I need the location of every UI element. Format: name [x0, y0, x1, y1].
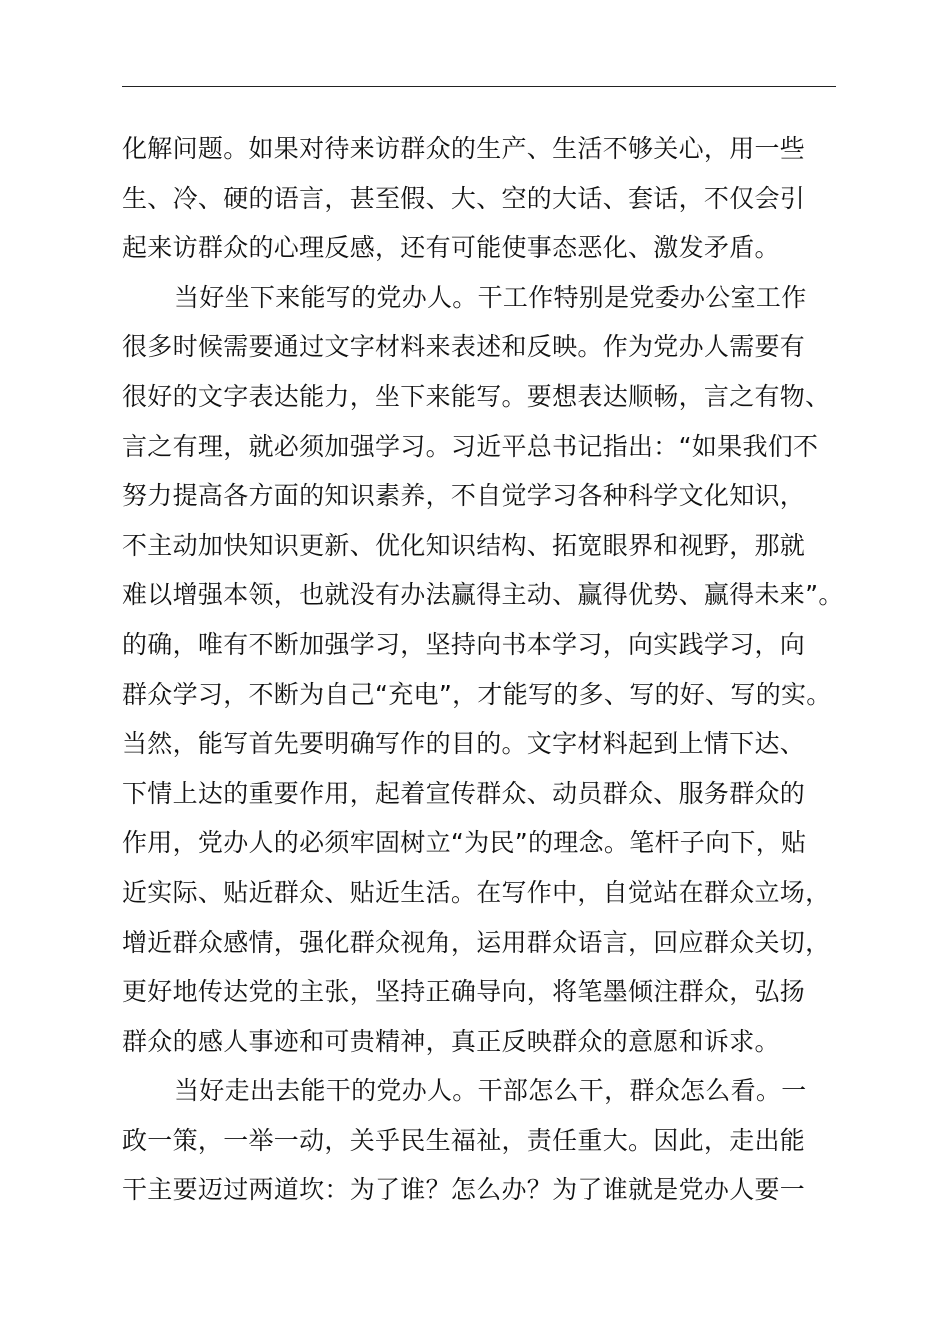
header-rule	[122, 86, 836, 87]
text-line: 作用，党办人的必须牢固树立“为民”的理念。笔杆子向下，贴	[122, 828, 807, 858]
paragraph-start-line: 当好坐下来能写的党办人。干工作特别是党委办公室工作	[174, 282, 807, 312]
text-line: 更好地传达党的主张，坚持正确导向，将笔墨倾注群众，弘扬	[122, 977, 806, 1007]
text-line: 政一策，一举一动，关乎民生福祉，责任重大。因此，走出能	[122, 1125, 806, 1155]
text-line: 努力提高各方面的知识素养，不自觉学习各种科学文化知识，	[122, 481, 806, 511]
text-line: 当然，能写首先要明确写作的目的。文字材料起到上情下达、	[122, 729, 806, 759]
text-line: 很多时候需要通过文字材料来表述和反映。作为党办人需要有	[122, 332, 806, 362]
text-line: 干主要迈过两道坎：为了谁？怎么办？为了谁就是党办人要一	[122, 1175, 806, 1205]
text-line: 群众学习，不断为自己“充电”，才能写的多、写的好、写的实。	[122, 679, 832, 709]
text-line: 近实际、贴近群众、贴近生活。在写作中，自觉站在群众立场，	[122, 877, 831, 907]
paragraph-start-line: 当好走出去能干的党办人。干部怎么干，群众怎么看。一	[174, 1076, 807, 1106]
text-line: 群众的感人事迹和可贵精神，真正反映群众的意愿和诉求。	[122, 1026, 780, 1056]
text-line: 下情上达的重要作用，起着宣传群众、动员群众、服务群众的	[122, 778, 806, 808]
text-line: 化解问题。如果对待来访群众的生产、生活不够关心，用一些	[122, 134, 806, 163]
body-text	[122, 124, 862, 1215]
text-line: 难以增强本领，也就没有办法赢得主动、赢得优势、赢得未来”。	[122, 580, 844, 610]
text-line: 言之有理，就必须加强学习。习近平总书记指出：“如果我们不	[122, 431, 819, 461]
text-line: 不主动加快知识更新、优化知识结构、拓宽眼界和视野，那就	[122, 530, 806, 560]
text-line: 的确，唯有不断加强学习，坚持向书本学习，向实践学习，向	[122, 629, 806, 659]
text-line: 生、冷、硬的语言，甚至假、大、空的大话、套话，不仅会引	[122, 183, 806, 213]
text-line: 增近群众感情，强化群众视角，运用群众语言，回应群众关切，	[122, 927, 831, 957]
text-line: 很好的文字表达能力，坐下来能写。要想表达顺畅，言之有物、	[122, 381, 831, 411]
text-line: 起来访群众的心理反感，还有可能使事态恶化、激发矛盾。	[122, 233, 780, 263]
